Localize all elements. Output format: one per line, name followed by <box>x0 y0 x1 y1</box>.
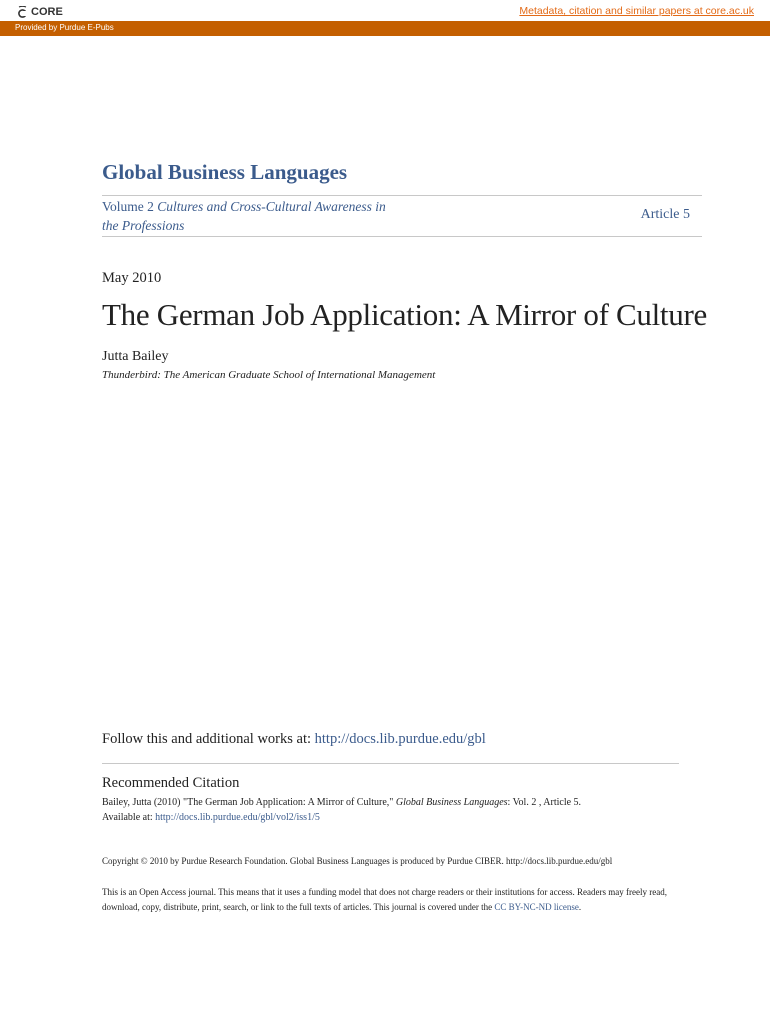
author-name: Jutta Bailey <box>102 349 169 364</box>
article-number[interactable]: Article 5 <box>640 207 690 222</box>
available-link[interactable]: http://docs.lib.purdue.edu/gbl/vol2/iss1/5 <box>155 812 320 823</box>
core-logo[interactable] <box>17 4 63 20</box>
volume-theme: Cultures and Cross-Cultural Awareness in the Professions <box>102 199 386 233</box>
available-line <box>102 810 581 825</box>
publication-date: May 2010 <box>102 270 162 286</box>
provided-by-bar <box>0 21 770 36</box>
divider <box>102 236 702 237</box>
volume-info[interactable] <box>102 197 402 235</box>
open-access-end: . <box>578 901 582 912</box>
follow-line <box>102 731 486 748</box>
citation-heading: Recommended Citation <box>102 775 240 791</box>
journal-title[interactable]: Global Business Languages <box>102 160 348 184</box>
divider <box>102 195 702 196</box>
citation-journal: Global Business Languages <box>395 797 508 808</box>
license-link[interactable]: CC BY-NC-ND license <box>494 901 579 912</box>
open-access-notice <box>102 885 682 914</box>
core-metadata-link[interactable]: Metadata, citation and similar papers at core.ac.uk <box>519 5 754 17</box>
citation-text <box>102 795 581 825</box>
provided-by-text: Provided by Purdue E-Pubs <box>15 23 114 32</box>
paper-title: The German Job Application: A Mirror of Culture <box>102 297 707 332</box>
citation-prefix: Bailey, Jutta (2010) "The German Job Application: A Mirror of Culture," <box>102 797 396 808</box>
follow-link[interactable]: http://docs.lib.purdue.edu/gbl <box>314 731 486 747</box>
divider <box>102 763 679 764</box>
available-prefix: Available at: <box>102 812 156 823</box>
follow-prefix: Follow this and additional works at: <box>102 731 315 747</box>
citation-line <box>102 795 581 810</box>
copyright-notice: Copyright © 2010 by Purdue Research Foundation. Global Business Languages is produced by Purdue CIBER. http://docs.lib.purdue.edu/gbl <box>102 856 613 866</box>
volume-label: Volume 2 <box>102 199 154 214</box>
citation-suffix: : Vol. 2 , Article 5. <box>507 797 582 808</box>
open-access-text: This is an Open Access journal. This means that it uses a funding model that does not charge readers or their institutions for access. Readers may freely read, download, copy, distribute, print, search, or link to the full texts of articles. This journal is covered under the <box>102 887 668 912</box>
author-affiliation: Thunderbird: The American Graduate School of International Management <box>102 369 436 381</box>
core-logo-text: CORE <box>31 6 63 18</box>
core-logo-icon <box>17 6 28 19</box>
